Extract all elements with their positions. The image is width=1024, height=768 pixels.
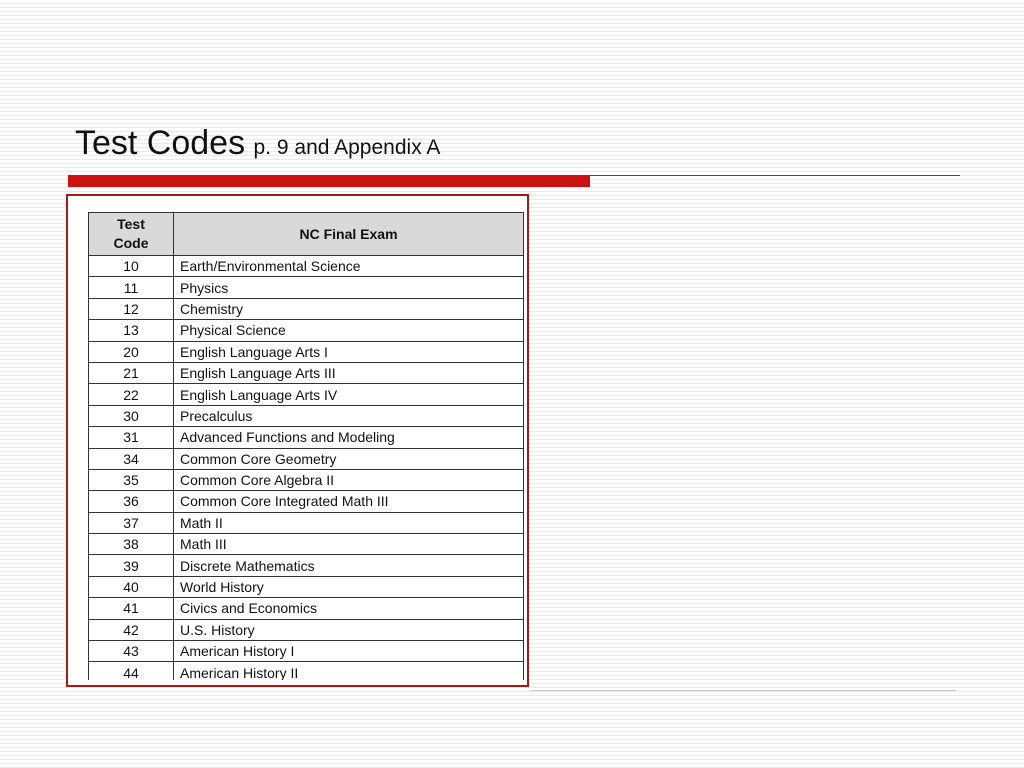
bottom-divider [530,690,956,691]
table-row [89,256,524,277]
test-codes-table [88,212,524,680]
test-code-cell: 11 [89,277,174,298]
test-code-cell: 39 [89,555,174,576]
test-code-cell: 30 [89,405,174,426]
table-row [89,576,524,597]
exam-name-cell: Math II [174,512,524,533]
table-row [89,405,524,426]
exam-name-cell: World History [174,576,524,597]
exam-name-cell: Civics and Economics [174,598,524,619]
test-code-cell: 22 [89,384,174,405]
exam-name-cell: Advanced Functions and Modeling [174,427,524,448]
title-underline-thin [590,175,960,176]
table-row [89,491,524,512]
exam-name-cell: English Language Arts IV [174,384,524,405]
exam-name-cell: American History II [174,662,524,680]
exam-name-cell: Discrete Mathematics [174,555,524,576]
table-row [89,598,524,619]
test-code-cell: 10 [89,256,174,277]
table-row [89,469,524,490]
table-row [89,384,524,405]
test-code-cell: 37 [89,512,174,533]
table-row [89,555,524,576]
table-image-frame [66,194,529,687]
header-test-code [89,213,174,256]
exam-name-cell: Common Core Integrated Math III [174,491,524,512]
table-row [89,534,524,555]
table-row [89,662,524,680]
exam-name-cell: English Language Arts III [174,362,524,383]
exam-name-cell: Chemistry [174,298,524,319]
header-nc-final-exam: NC Final Exam [174,213,524,256]
test-code-cell: 13 [89,320,174,341]
slide-title-main: Test Codes [75,124,246,162]
exam-name-cell: Precalculus [174,405,524,426]
exam-name-cell: English Language Arts I [174,341,524,362]
exam-name-cell: American History I [174,641,524,662]
table-row [89,362,524,383]
title-underline-thick [68,175,590,187]
test-code-cell: 43 [89,641,174,662]
slide-title-subtitle: p. 9 and Appendix A [253,136,441,159]
table-row [89,512,524,533]
test-code-cell: 40 [89,576,174,597]
header-test-code-line2: Code [113,235,149,251]
table-row [89,341,524,362]
table-row [89,298,524,319]
table-header [89,213,524,256]
header-test-code-line1: Test [117,216,145,232]
test-code-cell: 36 [89,491,174,512]
test-code-cell: 44 [89,662,174,680]
test-code-cell: 21 [89,362,174,383]
table-row [89,641,524,662]
test-code-cell: 42 [89,619,174,640]
table-row [89,277,524,298]
test-code-cell: 31 [89,427,174,448]
test-code-cell: 38 [89,534,174,555]
exam-name-cell: U.S. History [174,619,524,640]
exam-name-cell: Earth/Environmental Science [174,256,524,277]
table-row [89,619,524,640]
test-code-cell: 12 [89,298,174,319]
exam-name-cell: Math III [174,534,524,555]
exam-name-cell: Physics [174,277,524,298]
exam-name-cell: Common Core Geometry [174,448,524,469]
exam-name-cell: Physical Science [174,320,524,341]
table-header-row [89,213,524,256]
table-row [89,448,524,469]
table-row [89,427,524,448]
table-body [89,256,524,681]
table-row [89,320,524,341]
test-code-cell: 35 [89,469,174,490]
test-code-cell: 41 [89,598,174,619]
exam-name-cell: Common Core Algebra II [174,469,524,490]
test-code-cell: 34 [89,448,174,469]
test-code-cell: 20 [89,341,174,362]
table-clip-area [88,212,525,680]
slide-title [75,124,440,163]
